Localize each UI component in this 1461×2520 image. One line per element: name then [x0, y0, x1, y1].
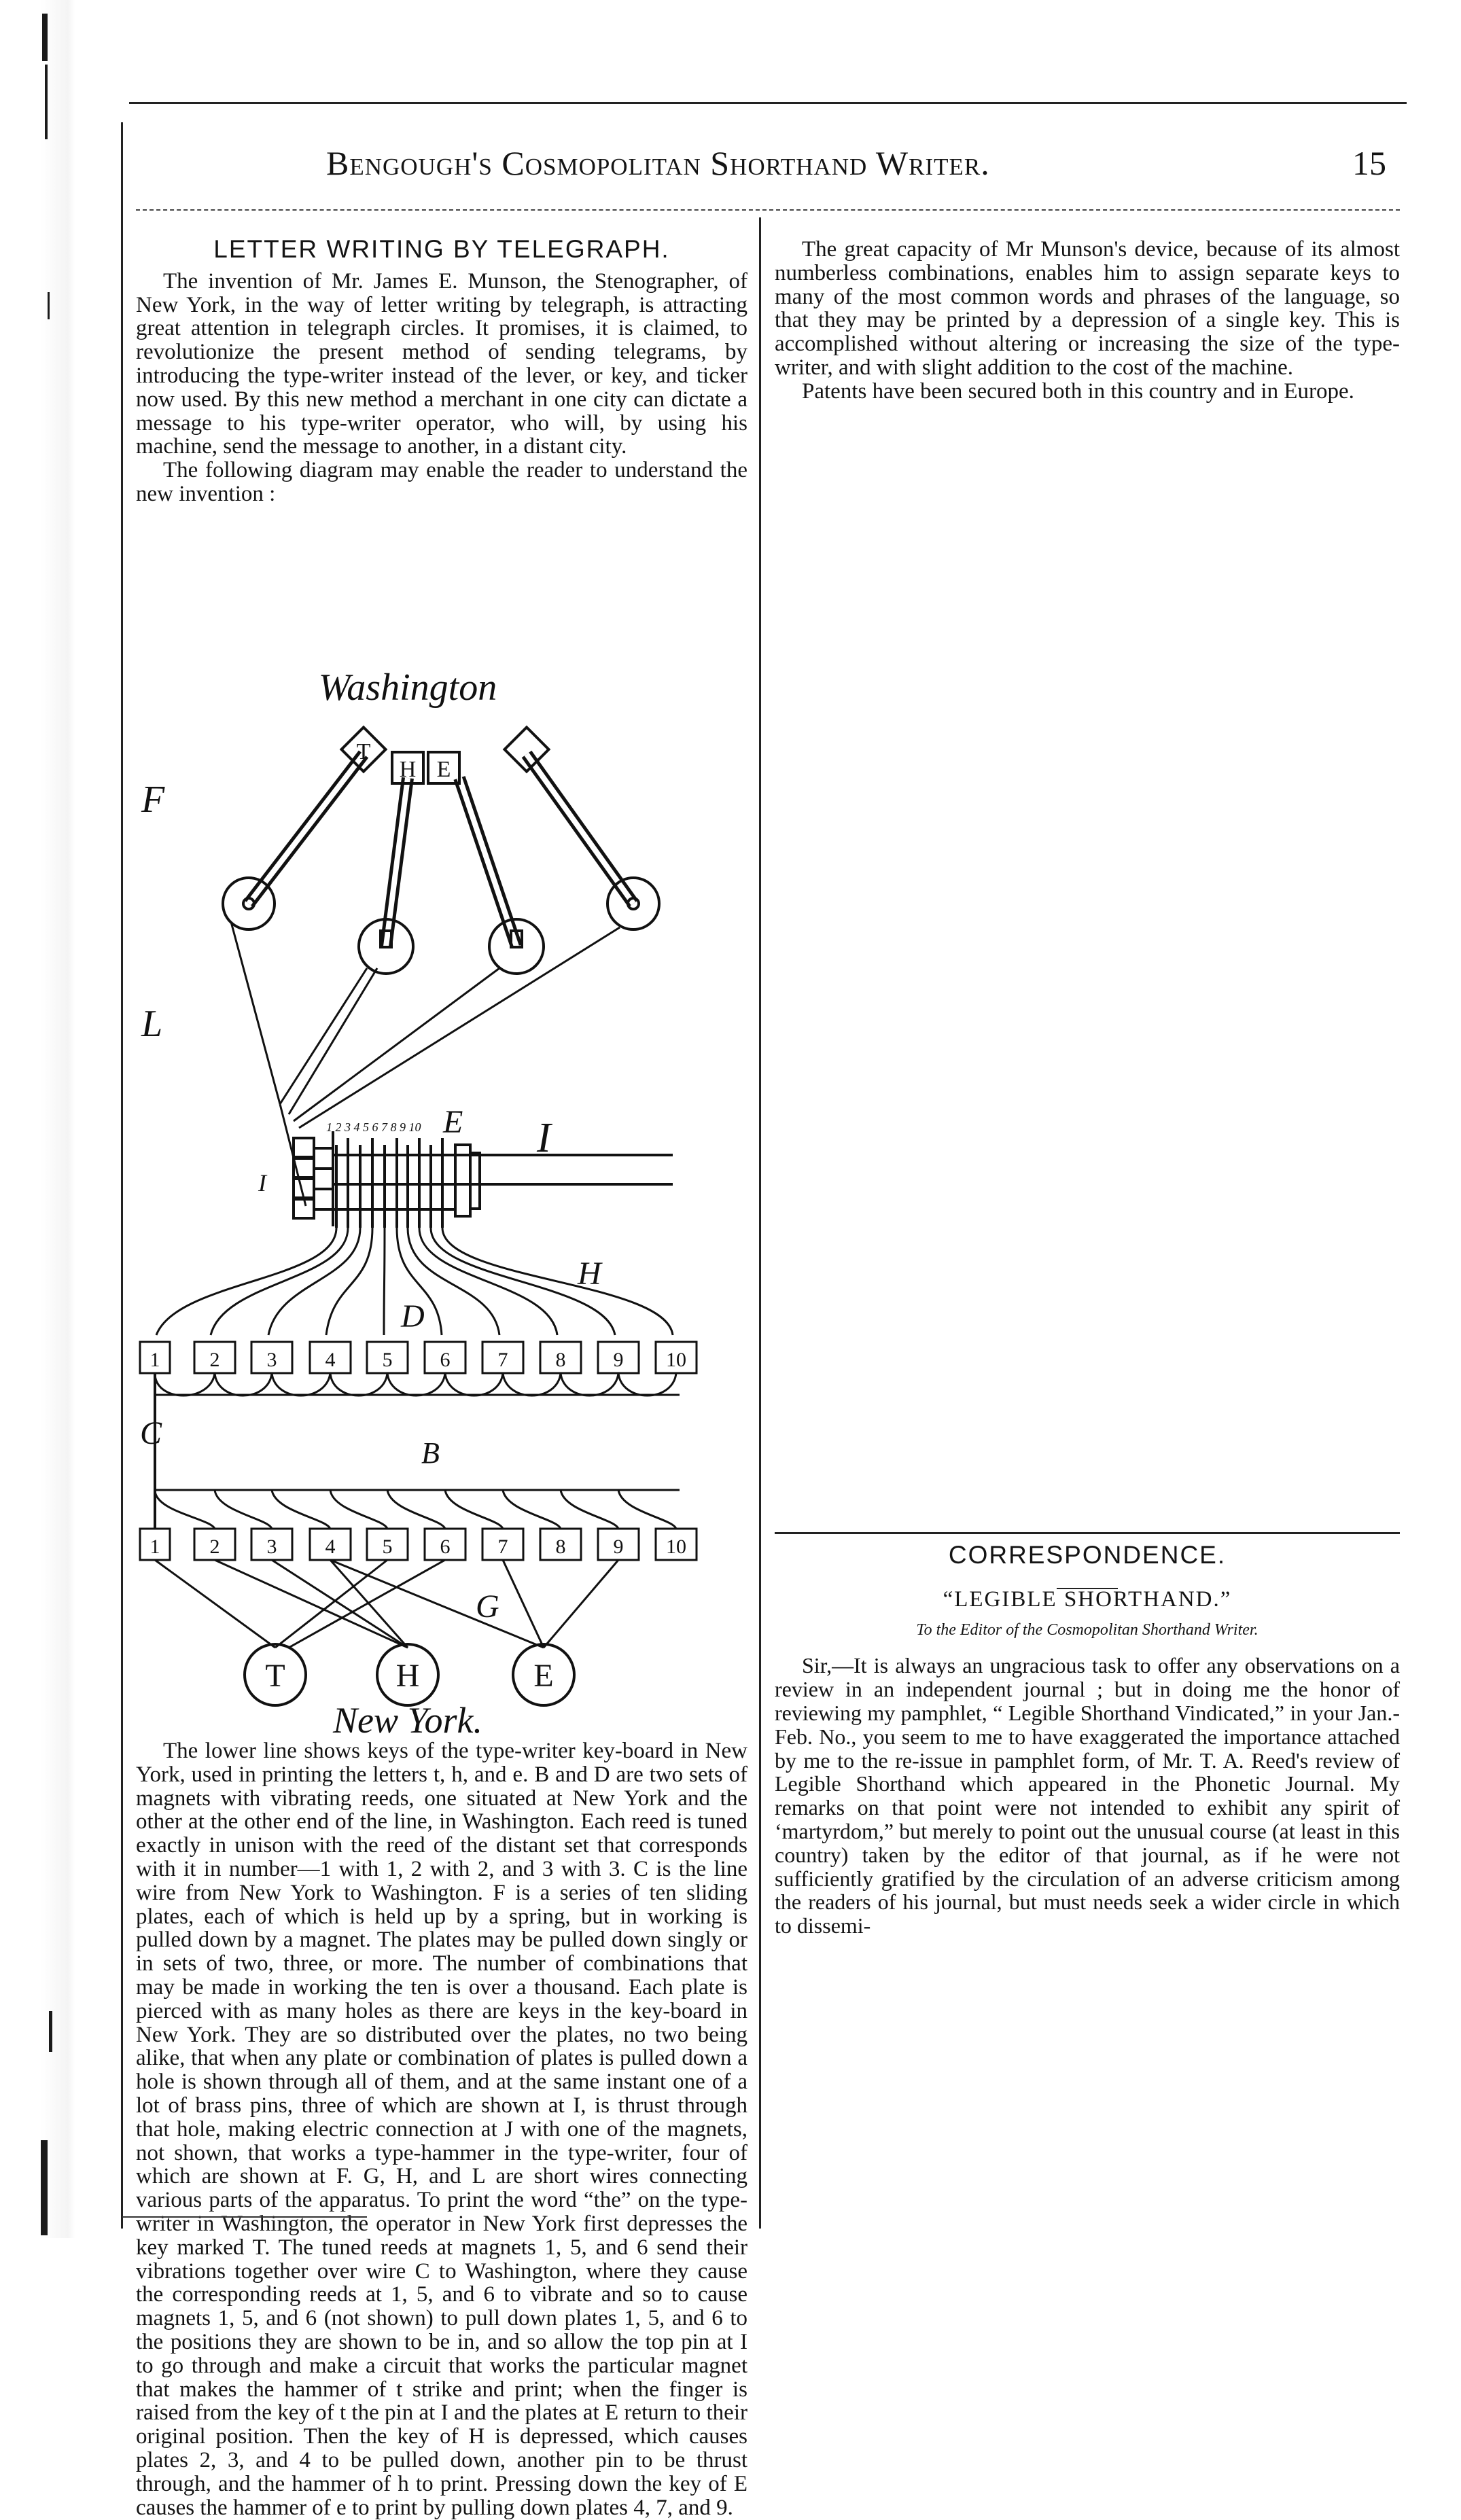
label-e: E: [443, 1104, 463, 1140]
diagram-top-caption: Washington: [318, 667, 497, 709]
article-paragraph: The lower line shows keys of the type-writer key-board in New York, used in printing the letters t, h, and e. B and D are two sets of magnets with vibrating reeds, one situated at New York and the other at the other end of the line, in Washington. Each reed is tuned exactly in unison with the reed of the distant set that corresponds with it in number—1 with 1, 2 with 2, and 3 with 3. C is the line wire from New York to Washington. F is a series of ten sliding plates, each of which is held up by a spring, but in working is pulled down by a magnet. The plates may be pulled down singly or in sets of two, three, or more. The number of combinations that may be made in working the ten is over a thousand. Each plate is pierced with as many holes as there are keys in the key-board in New York. They are so distributed over the plates, no two being alike, that when any plate or combination of plates is pulled down a hole is shown through all of them, and at the same instant one of a lot of brass pins, three of which are shown at I, is thrust through that hole, making electric connection at J with one of the magnets, not shown, that works a type-hammer in the type-writer, four of which are shown at F. G, H, and L are short wires connecting various parts of the apparatus. To print the word “the” on the type-writer in Washington, the operator in New York first depresses the key marked T. The tuned reeds at magnets 1, 5, and 6 send their vibrations together over wire C to Washington, where they cause the corresponding reeds at 1, 5, and 6 to vibrate and so to cause magnets 1, 5, and 6 (not shown) to pull down plates 1, 5, and 6 to the positions they are shown to be in, and so allow the top pin at I to go through and make a circuit that works the particular magnet that makes the hammer of t strike and print; when the finger is raised from the key of t the pin at I and the plates at E return to their original position. Then the key of H is depressed, which causes plates 2, 3, and 4 to be pulled down, another pin to be thrust through, and the hammer of h to print. Pressing down the key of E causes the hammer of e to print by pulling down plates 4, 7, and 9.: [136, 1739, 747, 2520]
svg-text:2: 2: [209, 1536, 220, 1558]
label-d: D: [401, 1298, 425, 1334]
label-g: G: [476, 1589, 499, 1625]
type-hammer-h: [359, 752, 423, 974]
column-divider: [759, 217, 761, 2229]
svg-text:H: H: [395, 1658, 420, 1694]
svg-text:4: 4: [325, 1536, 336, 1558]
svg-text:T: T: [265, 1658, 285, 1694]
svg-text:2: 2: [209, 1349, 220, 1371]
telegraph-diagram: [136, 667, 747, 1741]
letter-address: To the Editor of the Cosmopolitan Shorthand Writer.: [916, 1620, 1258, 1639]
svg-text:9: 9: [613, 1536, 624, 1558]
svg-text:5: 5: [382, 1349, 393, 1371]
article-paragraph: Patents have been secured both in this country and in Europe.: [802, 378, 1354, 404]
diagram-bottom-caption: New York.: [332, 1700, 483, 1741]
svg-text:10: 10: [666, 1349, 686, 1371]
svg-text:9: 9: [613, 1349, 624, 1371]
label-h: H: [578, 1256, 601, 1292]
page-number: 15: [1352, 144, 1386, 182]
edge-mark: [48, 292, 50, 319]
article-paragraph: The invention of Mr. James E. Munson, the Stenographer, of New York, in the way of letter writing by telegraph, is attracting great attention in telegraph circles. It promises, it is claimed, to revolutionize the present method of sending telegrams, by introducing the type-writer instead of the lever, or key, and ticker now used. By this new method a merchant in one city can dictate a message to his type-writer operator, who will, by using his machine, send the message to another, in a distant city.: [136, 268, 747, 459]
section-rule: [775, 1532, 1400, 1534]
wires-l: [231, 922, 620, 1206]
heading-rule: [1057, 1588, 1118, 1589]
svg-text:7: 7: [497, 1349, 508, 1371]
label-i-small: I: [258, 1169, 266, 1196]
wires-g: [155, 1560, 618, 1648]
magnets-d: [140, 1342, 697, 1396]
running-title: Bengough's Cosmopolitan Shorthand Writer.: [326, 144, 990, 182]
svg-text:6: 6: [440, 1536, 451, 1558]
svg-text:8: 8: [555, 1349, 566, 1371]
label-b: B: [421, 1436, 440, 1470]
edge-mark: [42, 14, 48, 61]
article-paragraph: The following diagram may enable the reader to understand the new invention :: [136, 458, 747, 506]
plate-numbers: 1 2 3 4 5 6 7 8 9 10: [326, 1120, 421, 1134]
label-l: L: [141, 1003, 163, 1045]
svg-text:H: H: [399, 757, 417, 782]
svg-text:4: 4: [325, 1349, 336, 1371]
header-rule: [136, 209, 1400, 211]
letter-title: “LEGIBLE SHORTHAND.”: [943, 1586, 1232, 1612]
right-column-top: [775, 238, 1400, 404]
article-heading: LETTER WRITING BY TELEGRAPH.: [213, 235, 670, 263]
svg-text:T: T: [356, 739, 371, 764]
left-column-top: [136, 235, 747, 506]
svg-text:E: E: [533, 1658, 554, 1694]
svg-text:3: 3: [266, 1536, 277, 1558]
label-f: F: [141, 779, 165, 821]
svg-text:7: 7: [497, 1536, 508, 1558]
svg-text:1: 1: [149, 1536, 160, 1558]
svg-text:6: 6: [440, 1349, 451, 1371]
pin-block: [294, 1131, 333, 1226]
type-hammer-t: [223, 727, 386, 929]
svg-text:5: 5: [382, 1536, 393, 1558]
article-paragraph: The great capacity of Mr Munson's device, because of its almost numberless combinations, enables him to assign separate keys to many of the most common words and phrases of the language, so that they may be printed by a depression of a single key. This is accomplished without altering or increasing the size of the type-writer, and with slight addition to the cost of the machine.: [775, 237, 1400, 380]
edge-mark: [41, 2140, 48, 2235]
edge-mark: [45, 65, 48, 139]
type-hammer-e: [428, 752, 544, 974]
correspondence-heading: CORRESPONDENCE.: [948, 1541, 1227, 1569]
svg-text:10: 10: [666, 1536, 686, 1558]
svg-text:E: E: [436, 757, 451, 782]
svg-text:8: 8: [555, 1536, 566, 1558]
bottom-rule: [122, 2216, 367, 2218]
label-i-big: I: [537, 1115, 551, 1161]
type-hammer-x: [504, 727, 659, 929]
magnets-b: [140, 1490, 697, 1560]
letter-body: Sir,—It is always an ungracious task to offer any observations on a review in an independent journal ; but in doing me the honor of reviewing my pamphlet, “ Legible Shorthand Vindicated,” in your Jan.-Feb. No., you seem to me to have exaggerated the importance attached by me to the re-issue in pamphlet form, of Mr. T. A. Reed's review of Legible Shorthand which appeared in the Phonetic Journal. My remarks on that point were not intended to exhibit any spirit of ‘martyrdom,” but merely to point out the unusual course (at least in this country) taken by the editor of that journal, as if he were not sufficiently gratified by the circulation of an adverse criticism among the readers of his journal, but must needs seek a wider circle in which to dissemi-: [775, 1653, 1400, 1938]
correspondence-section: [775, 1541, 1400, 1938]
left-column-bottom: [136, 1739, 747, 2520]
edge-mark: [49, 2011, 52, 2052]
scan-edge: [0, 0, 75, 2238]
ny-keys: [245, 1644, 574, 1705]
svg-text:1: 1: [149, 1349, 160, 1371]
running-header: [129, 102, 1407, 185]
label-c: C: [140, 1415, 162, 1451]
svg-text:3: 3: [266, 1349, 277, 1371]
